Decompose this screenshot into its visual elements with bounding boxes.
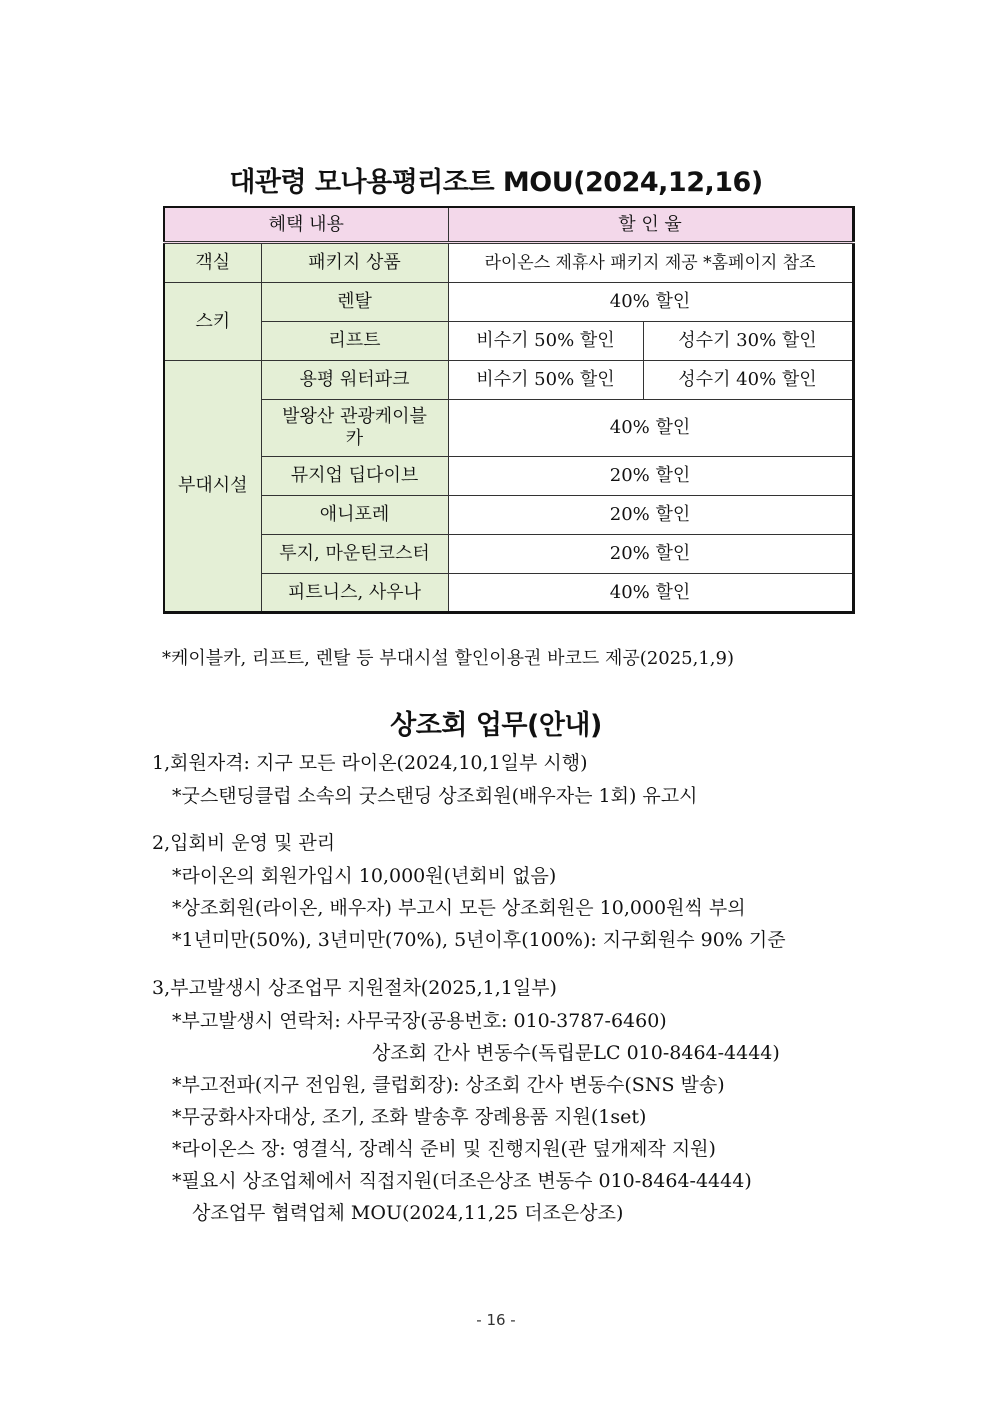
list-item: *필요시 상조업체에서 직접지원(더조은상조 변동수 010-8464-4444) [172,1170,752,1192]
category-room: 객실 [164,243,261,283]
item-cell: 애니포레 [261,496,448,535]
item-cell: 투지, 마운틴코스터 [261,535,448,574]
benefit-table [163,206,855,614]
list-item: 상조회 간사 변동수(독립문LC 010-8464-4444) [372,1042,780,1064]
rate-cell: 20% 할인 [448,496,853,535]
rate-off-season: 비수기 50% 할인 [448,322,643,361]
section-title: 상조회 업무(안내) [390,710,602,741]
table-row [164,535,853,574]
header-benefit: 혜택 내용 [164,207,448,243]
list-item: *라이온스 장: 영결식, 장례식 준비 및 진행지원(관 덮개제작 지원) [172,1138,716,1160]
item-cell: 패키지 상품 [261,243,448,283]
rate-peak-season: 성수기 30% 할인 [643,322,853,361]
section-heading: 2,입회비 운영 및 관리 [152,832,336,854]
table-row [164,361,853,400]
page-title: 대관령 모나용평리조트 MOU(2024,12,16) [229,167,763,198]
item-cell [261,400,448,457]
table-row [164,457,853,496]
rate-cell: 20% 할인 [448,457,853,496]
page-number: - 16 - [476,1311,516,1329]
category-ski: 스키 [164,283,261,361]
rate-cell: 20% 할인 [448,535,853,574]
rate-off-season: 비수기 50% 할인 [448,361,643,400]
category-facilities: 부대시설 [164,361,261,613]
barcode-note: *케이블카, 리프트, 렌탈 등 부대시설 할인이용권 바코드 제공(2025,1,9) [162,648,735,669]
section-heading: 1,회원자격: 지구 모든 라이온(2024,10,1일부 시행) [152,752,588,774]
list-item: *무궁화사자대상, 조기, 조화 발송후 장례용품 지원(1set) [172,1106,647,1128]
table-row [164,400,853,457]
item-line: 카 [345,428,364,449]
list-item: *라이온의 회원가입시 10,000원(년회비 없음) [172,865,557,887]
list-item: *부고발생시 연락처: 사무국장(공용번호: 010-3787-6460) [172,1010,667,1032]
list-item: *상조회원(라이온, 배우자) 부고시 모든 상조회원은 10,000원씩 부의 [172,897,746,919]
item-cell: 용평 워터파크 [261,361,448,400]
rate-cell: 40% 할인 [448,574,853,613]
header-rate: 할 인 율 [448,207,853,243]
rate-peak-season: 성수기 40% 할인 [643,361,853,400]
list-item: *부고전파(지구 전임원, 클럽회장): 상조회 간사 변동수(SNS 발송) [172,1074,725,1096]
table-header-row [164,207,853,243]
list-item: *굿스탠딩클럽 소속의 굿스탠딩 상조회원(배우자는 1회) 유고시 [172,785,698,807]
section-heading: 3,부고발생시 상조업무 지원절차(2025,1,1일부) [152,977,557,999]
item-cell: 피트니스, 사우나 [261,574,448,613]
table-row [164,283,853,322]
table-row [164,243,853,283]
item-cell: 렌탈 [261,283,448,322]
rate-cell: 40% 할인 [448,283,853,322]
item-cell: 리프트 [261,322,448,361]
list-item: *1년미만(50%), 3년미만(70%), 5년이후(100%): 지구회원수 90% 기준 [172,929,786,951]
rate-cell: 라이온스 제휴사 패키지 제공 *홈페이지 참조 [448,243,853,283]
table-row [164,574,853,613]
table-row [164,496,853,535]
table-row [164,322,853,361]
list-item: 상조업무 협력업체 MOU(2024,11,25 더조은상조) [192,1202,624,1224]
item-line: 발왕산 관광케이블 [282,406,427,427]
item-cell: 뮤지업 딥다이브 [261,457,448,496]
rate-cell: 40% 할인 [448,400,853,457]
